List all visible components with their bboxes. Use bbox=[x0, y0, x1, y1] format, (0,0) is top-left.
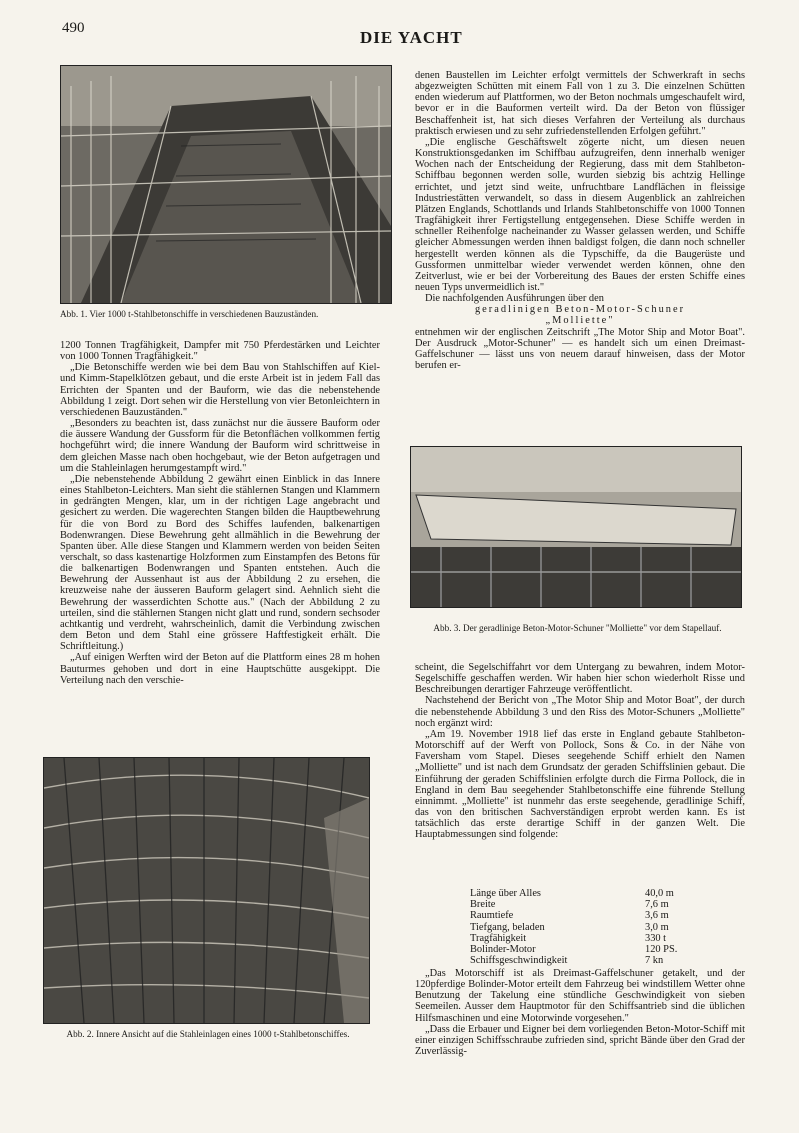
paragraph: entnehmen wir der englischen Zeitschrift „The Motor Ship and Motor Boat". Der Ausdruck „Motor-Schuner" — es handelt sich um einen Dreimast-Gaffelschuner — lässt uns von neuem darauf hinweisen, dass der Motor berufen er- bbox=[415, 326, 745, 372]
paragraph: „Auf einigen Werften wird der Beton auf die Plattform eines 28 m hohen Bauturmes gehoben und dort in eine Hauptschütte ausgekippt. Die Verteilung nach den verschie- bbox=[60, 652, 380, 686]
dimension-row: Länge über Alles 40,0 m bbox=[470, 888, 674, 899]
dimension-row: Bolinder-Motor 120 PS. bbox=[470, 944, 678, 956]
figure-3-caption: Abb. 3. Der geradlinige Beton-Motor-Schuner "Molliette" vor dem Stapellauf. bbox=[433, 623, 722, 633]
figure-1-photo bbox=[60, 65, 392, 304]
dimension-row: Tragfähigkeit 330 t bbox=[470, 932, 667, 944]
paragraph: denen Baustellen im Leichter erfolgt vermittels der Schwerkraft in sechs abgezweigten Schütten mit einem Fall von 1 zu 3. Die einzelnen Schütten enden wiederum auf Plattformen, wo der Beton nochmals umgeschaufelt wird, bevor er in die Bauformen verteilt wird. Da der Beton von flüssiger Beschaffenheit ist, hat sich dieses Verfahren der Verteilung als durchaus praktisch erwiesen und zu sehr zufriedenstellenden Erfolgen geführt." bbox=[415, 70, 745, 137]
dimension-row: Raumtiefe 3,6 m bbox=[470, 910, 669, 922]
dimension-row: Schiffsgeschwindigkeit 7 kn bbox=[470, 955, 664, 967]
paragraph: Die nachfolgenden Ausführungen über den bbox=[425, 293, 604, 305]
right-column-text-top bbox=[415, 70, 745, 371]
dimension-row: Tiefgang, beladen 3,0 m bbox=[470, 921, 669, 933]
page-number: 490 bbox=[62, 20, 85, 36]
figure-1-caption: Abb. 1. Vier 1000 t-Stahlbetonschiffe in verschiedenen Bauzuständen. bbox=[60, 309, 319, 319]
paragraph: 1200 Tonnen Tragfähigkeit, Dampfer mit 750 Pferdestärken und Leichter von 1000 Tonnen Tragfähigkeit." bbox=[60, 340, 380, 363]
paragraph: „Die Betonschiffe werden wie bei dem Bau von Stahlschiffen auf Kiel- und Kimm-Stapelklötzen gebaut, und die erste Arbeit ist in jedem Fall das Errichten der Spanten und der Bauform, wie das die nebenstehende Abbildung 1 zeigt. Dort sehen wir die Herstellung von vier Betonleichtern in verschiedenen Bauzuständen." bbox=[60, 362, 380, 418]
section-heading-name: „Molliette" bbox=[545, 315, 615, 327]
right-column-text-bottom bbox=[415, 662, 745, 841]
figure-3-photo bbox=[410, 446, 742, 608]
right-column-text-end bbox=[415, 968, 745, 1057]
paragraph: „Die nebenstehende Abbildung 2 gewährt einen Einblick in das Innere eines Stahlbeton-Leichters. Man sieht die stählernen Stangen und Klammern in gedrängten Mengen, klar, um in der richtigen Lage angebracht und gesichert zu werden. Die wagerechten Stangen bilden die Hauptbewehrung für die von Bord zu Bord des Schiffes laufenden, balkenartigen Bodenwrangen. Diese Bewehrung geht allmählich in die Bewehrung der Spanten über. Alle diese Stangen und Klammern werden von beiden Seiten verschalt, so dass kastenartige Holzformen zum Einstampfen des Betons für die balkenartigen Bodenwrangen und Spanten entstehen. Auch die Bewehrung der Aussenhaut ist aus der Abbildung 2 zu ersehen, die kreuzweise nahe der äusseren Bauform gelagert sind. Aehnlich sieht die Bewehrung der wasserdichten Schotte aus." (Nach der Abbildung 2 zu urteilen, sind die stählernen Stangen nicht glatt und rund, sondern sechsoder achtkantig und verdreht, wahrscheinlich, damit die Verbindung zwischen dem Beton und dem Stahl eine grössere Haftfestigkeit erhält. Die Schriftleitung.) bbox=[60, 473, 380, 653]
paragraph: scheint, die Segelschiffahrt vor dem Untergang zu bewahren, indem Motor-Segelschiffe geschaffen werden. Wir haben hier schon wiederholt Risse und Beschreibungen derartiger Fahrzeuge veröffentlicht. bbox=[415, 662, 745, 696]
journal-title: DIE YACHT bbox=[360, 28, 463, 47]
paragraph: Nachstehend der Bericht von „The Motor Ship and Motor Boat", der durch die nebenstehende Abbildung 3 und den Riss des Motor-Schuners „Molliette" noch ergänzt wird: bbox=[415, 695, 745, 729]
section-heading: geradlinigen Beton-Motor-Schuner bbox=[474, 304, 686, 316]
dimension-row: Breite 7,6 m bbox=[470, 899, 669, 911]
paragraph: „Dass die Erbauer und Eigner bei dem vorliegenden Beton-Motor-Schiff mit einer einzigen Schiffsschraube zufrieden sind, spricht Bände über den Grad der Zuverlässig- bbox=[415, 1023, 745, 1058]
paragraph: „Besonders zu beachten ist, dass zunächst nur die äussere Bauform oder die äussere Wandung der Gussform für die Betonflächen vollkommen fertig hochgeführt wird; die innere Wandung der Bauform wird schrittweise in dem gleichen Masse nach oben hochgebaut, wie der Beton aufgetragen und um die Stahleinlagen herumgestampft wird." bbox=[60, 418, 380, 474]
left-column-text bbox=[60, 340, 380, 686]
dimensions-table bbox=[470, 888, 720, 966]
paragraph: „Die englische Geschäftswelt zögerte nicht, um diesen neuen Konstruktionsgedanken im Schiffbau aufzugreifen, denn innerhalb weniger Wochen nach der Entscheidung der Regierung, dass mit dem Stahlbeton-Schiffbau begonnen werden solle, wurden siebzig bis achtzig Hellinge errichtet, und jetzt sind weite, unfruchtbare Landflächen in fleissige Industriestätten verwandelt, so dass in diesem Augenblick an zahlreichen Plätzen Englands, Schottlands und Irlands Stahlbetonschiffe von 1000 Tonnen Tragfähigkeit ihrer Fertigstellung entgegensehen. Diese Schiffe werden in schneller Reihenfolge nacheinander zu Wasser gelassen werden, und Schiffe gleicher Abmessungen werden ihnen baldigst folgen, die dann noch schneller hergestellt werden können als die Typschiffe, da die Baugerüste und Gussformen unmittelbar wieder verwendet werden können, ohne den Zeitverlust, wie er bei der Vorbereitung des Baues der ersten Schiffe eines neuen Typs unvermeidlich ist." bbox=[415, 136, 745, 293]
paragraph: „Am 19. November 1918 lief das erste in England gebaute Stahlbeton-Motorschiff auf der Werft von Pollock, Sons & Co. in der Nähe von Faversham vom Stapel. Dieses seegehende Schiff erhielt den Namen „Molliette" und ist nach dem Grundsatz der geraden Schiffslinien gebaut. Die Einführung der geraden Schiffslinien erfolgte durch die Firma Pollock, die in England in dem Bau seegehender Stahlbetonschiffe eine führende Stellung einnimmt. „Molliette" ist nunmehr das erste seegehende, geradlinige Schiff, das von den britischen Sachverständigen erprobt werden kann. Es ist tatsächlich das erste derartige Schiff in der ganzen Welt. Die Hauptabmessungen sind folgende: bbox=[415, 728, 745, 841]
figure-2-photo bbox=[43, 757, 370, 1024]
figure-2-caption: Abb. 2. Innere Ansicht auf die Stahleinlagen eines 1000 t-Stahlbetonschiffes. bbox=[66, 1029, 350, 1039]
paragraph: „Das Motorschiff ist als Dreimast-Gaffelschuner getakelt, und der 120pferdige Bolinder-Motor erteilt dem Fahrzeug bei windstillem Wetter ohne Benutzung der Takelung eine stündliche Geschwindigkeit von sieben Seemeilen. Ausser dem Hauptmotor für den Schiffsantrieb sind die üblichen Hilfsmaschinen und eine Motorwinde vorgesehen." bbox=[415, 968, 745, 1024]
